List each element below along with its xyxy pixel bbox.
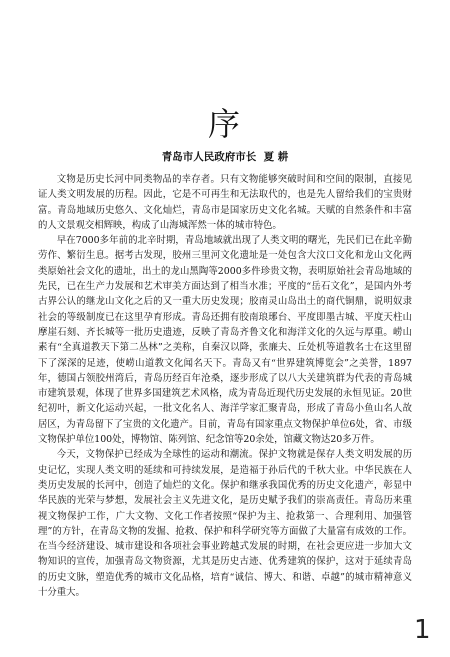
paragraph: 今天，文物保护已经成为全球性的运动和潮流。保护文物就是保存人类文明发展的历史记忆，实现人类文明的延续和可持续发展，是造福于孙后代的千秋大业。中华民族在人类历史发展的长河中，创造了灿烂的文化。保护和继承我国优秀的历史文化遗产，彰显中华民族的光荣与梦想，发展社会主义先进文化，是历史赋予我们的崇高责任。青岛历来重视文物保护工作，广大文物、文化工作者按照“保护为主、抢救第一、合理利用、加强管理”的方针，在青岛文物的发掘、抢救、保护和科学研究等方面做了大量富有成效的工作。在当今经济建设、城市建设和各项社会事业跨越式发展的时期，在社会更应进一步加大文物知识的宣传，加强青岛文物资源，尤其是历史古迹、优秀建筑的保护，这对于延续青岛的历史文脉，塑造优秀的城市文化品格，培育“诚信、博大、和谐、卓越”的城市精神意义十分重大。 [38, 449, 412, 599]
page-number: 1 [414, 615, 431, 645]
body-text [38, 172, 412, 600]
paragraph: 早在7000多年前的北辛时期，青岛地域就出现了人类文明的曙光，先民们已在此辛勤劳作、繁衍生息。据考古发现，胶州三里河文化遗址是一处包含大汶口文化和龙山文化两类原始社会文化的遗址，出土的龙山黑陶等2000多件珍贵文物，表明原始社会青岛地域的先民，已在生产力发展和艺术审美方面达到了相当水准；平度的“岳石文化”，是国内外考古界公认的继龙山文化之后的又一重大历史发现；胶南灵山岛出土的商代铜鼎，说明奴隶社会的等级制度已在这里孕育形成。青岛还拥有胶南琅琊台、平度即墨古城、平度天柱山摩崖石刻、齐长城等一批历史遗迹，反映了青岛齐鲁文化和海洋文化的久远与厚重。崂山素有“全真道教天下第二丛林”之美称，自秦汉以降，张廉夫、丘处机等道教名士在这里留下了深深的足迹，使崂山道教文化闻名天下。青岛又有“世界建筑博览会”之美誉，1897年，德国占领胶州湾后，青岛历经百年沧桑，逐步形成了以八大关建筑群为代表的青岛城市建筑景观，体现了世界多国建筑艺术风格，成为青岛近现代历史发展的永恒见证。20世纪初叶，新文化运动兴起，一批文化名人、海洋学家汇聚青岛，形成了青岛小鱼山名人故居区，为青岛留下了宝贵的文化遗产。目前，青岛有国家重点文物保护单位6处，省、市级文物保护单位100处，博物馆、陈列馆、纪念馆等20余处，馆藏文物达20多万件。 [38, 235, 412, 446]
page-title: 序 [207, 105, 242, 144]
paragraph: 文物是历史长河中同类物品的幸存者。只有文物能够突破时间和空间的限制，直接见证人类文明发展的历程。因此，它是不可再生和无法取代的，也是先人留给我们的宝贵财富。青岛地域历史悠久、文化灿烂，青岛市是国家历史文化名城。天赋的自然条件和丰富的人文景观交相辉映，构成了山海城浑然一体的城市特色。 [38, 174, 412, 231]
author-byline: 青岛市人民政府市长 夏 耕 [161, 151, 289, 163]
